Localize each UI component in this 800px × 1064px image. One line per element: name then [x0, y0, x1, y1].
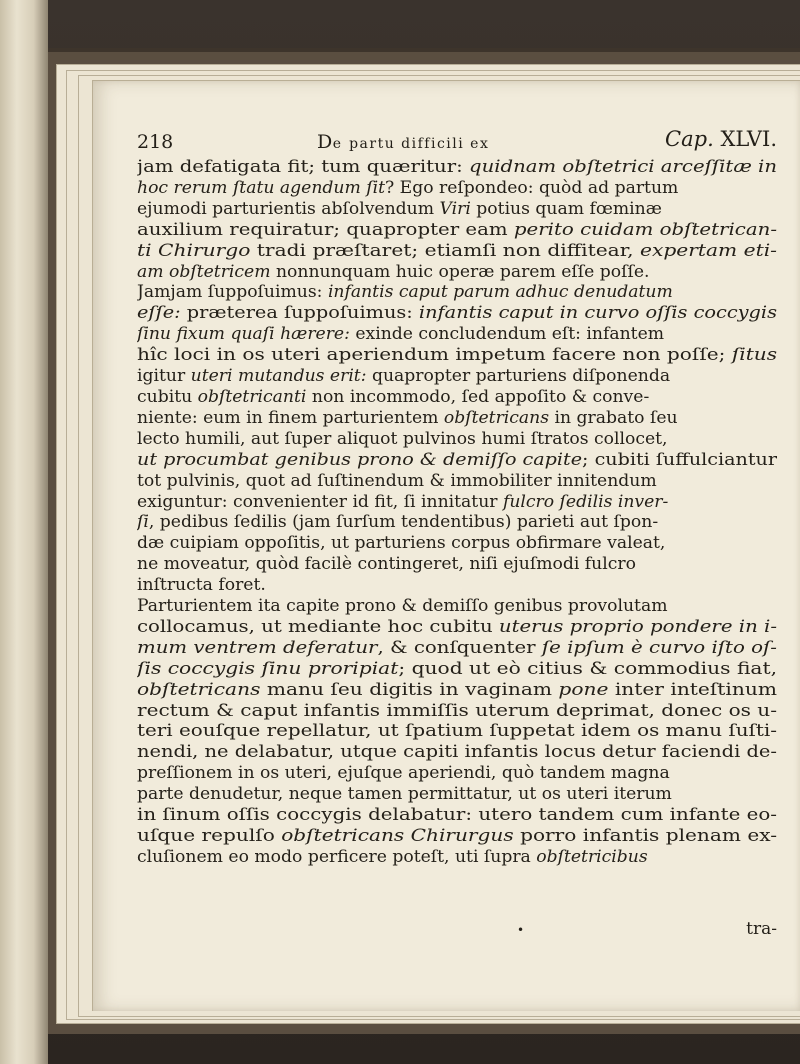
text-line — [137, 387, 777, 408]
text-line — [137, 763, 777, 784]
text-segment: teri eouſque repellatur, ut ſpatium ſuppetat idem os manu ſuſti- — [137, 721, 777, 742]
chapter-label: Cap. — [665, 127, 714, 151]
text-line — [137, 408, 777, 429]
text-line — [137, 805, 777, 826]
text-segment: in grabato ſeu — [549, 407, 678, 428]
italic-segment: ti Chirurgo — [137, 240, 251, 261]
text-segment: cubitu — [137, 386, 198, 407]
text-segment: ? Ego reſpondeo: quòd ad partum — [385, 177, 679, 198]
text-segment: manu ſeu digitis in vaginam — [260, 679, 559, 700]
italic-segment: infantis caput parum adhuc denudatum — [327, 282, 673, 303]
text-line — [137, 721, 777, 742]
italic-segment: Viri — [439, 198, 471, 219]
text-segment: cluſionem eo modo perficere poteſt, uti ſupra — [137, 846, 537, 867]
text-segment: rectum & caput infantis immiſſis uterum deprimat, donec os u- — [137, 700, 777, 721]
text-segment: ; quod ut eò citius & commodius fiat, — [398, 658, 777, 679]
running-title-initial: D — [317, 131, 333, 153]
text-segment: , & conſquenter — [377, 637, 542, 658]
text-segment: præterea ſuppoſuimus: — [180, 303, 419, 324]
text-line — [137, 303, 777, 324]
text-segment: tradi præſtaret; etiamſi non diffitear, — [250, 240, 640, 261]
text-segment: porro infantis plenam ex- — [513, 826, 777, 846]
body-text — [137, 157, 777, 868]
text-line — [137, 220, 777, 241]
text-line — [137, 429, 777, 450]
text-segment: potius quam fœminæ — [470, 198, 662, 219]
running-title-rest: partu difficili ex — [349, 136, 490, 152]
italic-segment: ut procumbat genibus prono & demiſſo capite — [137, 449, 583, 470]
text-segment: lecto humili, aut ſuper aliquot pulvinos humi ſtratos collocet, — [137, 428, 668, 449]
italic-segment: ſe ipſum è curvo iſto oſ- — [541, 637, 777, 658]
text-line — [137, 366, 777, 387]
italic-segment: uteri mutandus erit: — [190, 366, 367, 387]
italic-segment: obſtetricibus — [536, 846, 648, 867]
text-line — [137, 617, 777, 638]
text-line — [137, 199, 777, 220]
running-head — [137, 127, 777, 157]
text-line — [137, 262, 777, 283]
italic-segment: ſi — [137, 512, 149, 533]
text-segment: tot pulvinis, quot ad ſuſtinendum & immobiliter innitendum — [137, 470, 657, 491]
italic-segment: perito cuidam obſtetrican- — [513, 219, 777, 240]
text-line — [137, 638, 777, 659]
text-line — [137, 596, 777, 617]
text-segment: nonnunquam huic operæ parem eſſe poſſe. — [270, 261, 650, 282]
italic-segment: eſſe: — [137, 303, 181, 324]
text-segment: dæ cuipiam oppoſitis, ut parturiens corpus obfirmare valeat, — [137, 533, 666, 554]
text-segment: ejumodi parturientis abſolvendum — [137, 198, 440, 219]
text-segment: exinde concludendum eſt: infantem — [349, 324, 665, 345]
italic-segment: ſis coccygis ſinu proripiat — [137, 658, 399, 679]
text-segment: , pedibus ſedilis (jam ſurſum tendentibus) parieti aut ſpon- — [148, 512, 659, 533]
text-line — [137, 492, 777, 513]
text-line — [137, 742, 777, 763]
text-segment: ne moveatur, quòd facilè contingeret, niſi ejuſmodi fulcro — [137, 554, 636, 575]
text-segment: inſtructa foret. — [137, 575, 266, 596]
text-segment: niente: eum in finem parturientem — [137, 407, 444, 428]
text-line — [137, 450, 777, 471]
text-segment: jam defatigata fit; tum quæritur: — [137, 157, 469, 177]
chapter-heading — [665, 127, 777, 151]
text-segment: quapropter parturiens diſponenda — [366, 366, 671, 387]
text-segment: Jamjam ſuppoſuimus: — [137, 282, 328, 303]
italic-segment: infantis caput in curvo oſſis coccygis — [418, 303, 777, 324]
chapter-number: XLVI. — [720, 127, 777, 151]
text-segment: auxilium requiratur; quapropter eam — [137, 219, 514, 240]
text-segment: hîc loci in os uteri aperiendum impetum facere non poſſe; — [137, 345, 732, 366]
italic-segment: obſtetricanti — [197, 386, 307, 407]
text-segment: in ſinum oſſis coccygis delabatur: utero tandem cum infante eo- — [137, 805, 777, 826]
text-segment: uſque repulſo — [137, 826, 282, 846]
page-number: 218 — [137, 131, 174, 153]
text-line — [137, 345, 777, 366]
text-line — [137, 512, 777, 533]
running-title-first: e — [332, 136, 343, 152]
text-segment: parte denudetur, neque tamen permittatur, ut os uteri iterum — [137, 784, 672, 805]
text-line — [137, 533, 777, 554]
book-page — [92, 80, 800, 1011]
italic-segment: am obſtetricem — [137, 261, 271, 282]
italic-segment: obſtetricans — [137, 679, 261, 700]
text-line — [137, 701, 777, 722]
text-line — [137, 157, 777, 178]
text-segment: Parturientem ita capite prono & demiſſo genibus provolutam — [137, 596, 668, 617]
italic-segment: mum ventrem deferatur — [137, 637, 378, 658]
text-line — [137, 554, 777, 575]
italic-segment: fulcro ſedilis inver- — [502, 491, 669, 512]
text-line — [137, 471, 777, 492]
text-line — [137, 680, 777, 701]
text-segment: inter inteſtinum — [608, 679, 777, 700]
text-line — [137, 324, 777, 345]
text-segment: collocamus, ut mediante hoc cubitu — [137, 616, 499, 637]
book-spine-edge — [0, 0, 48, 1064]
catchword: tra- — [746, 919, 777, 939]
text-segment: igitur — [137, 366, 191, 387]
text-segment: preſſionem in os uteri, ejuſque aperiendi, quò tandem magna — [137, 763, 670, 784]
italic-segment: expertam eti- — [639, 240, 777, 261]
italic-segment: uterus proprio pondere in i- — [498, 616, 777, 637]
italic-segment: pone — [558, 679, 609, 700]
text-line — [137, 241, 777, 262]
text-line — [137, 178, 777, 199]
italic-segment: ſitus — [731, 345, 777, 366]
signature-mark: • — [517, 923, 525, 937]
italic-segment: obſtetricans Chirurgus — [281, 826, 514, 846]
italic-segment: obſtetricans — [443, 407, 550, 428]
italic-segment: hoc rerum ſtatu agendum ſit — [137, 177, 385, 198]
text-line — [137, 659, 777, 680]
text-line — [137, 282, 777, 303]
italic-segment: ſinu fixum quaſi hærere: — [137, 324, 350, 345]
text-segment: nendi, ne delabatur, utque capiti infantis locus detur faciendi de- — [137, 742, 777, 763]
text-line — [137, 575, 777, 596]
text-line — [137, 784, 777, 805]
text-segment: ; cubiti ſuffulciantur — [582, 449, 777, 470]
italic-segment: quidnam obſtetrici arceſſitæ in — [468, 157, 777, 177]
text-segment: non incommodo, ſed appoſito & conve- — [306, 386, 650, 407]
text-line — [137, 847, 777, 868]
text-line — [137, 826, 777, 847]
running-title — [317, 131, 489, 153]
text-segment: exiguntur: convenienter id fit, ſi innitatur — [137, 491, 503, 512]
